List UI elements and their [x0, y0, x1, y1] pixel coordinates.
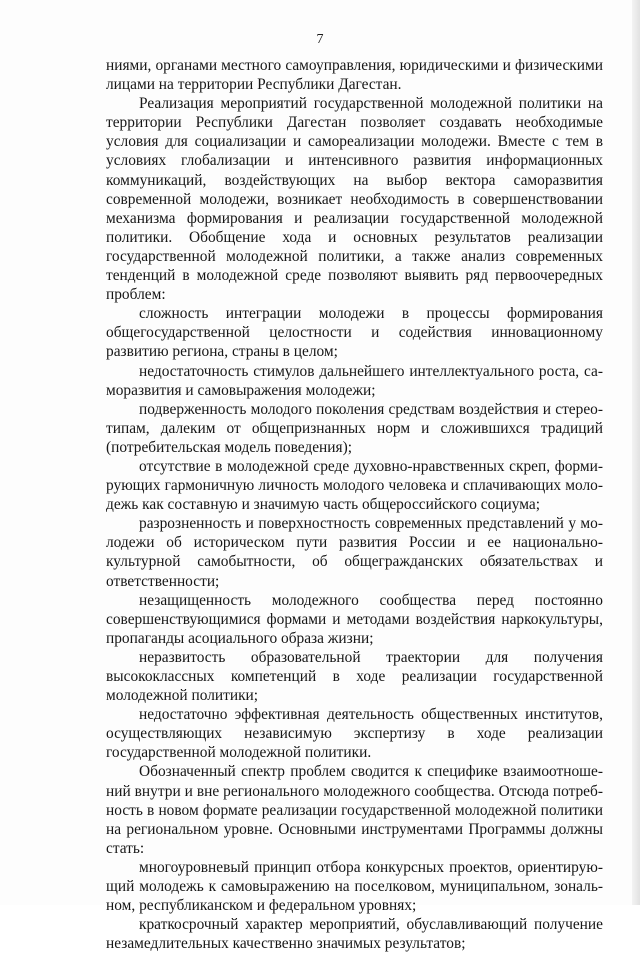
paragraph: сложность интеграции молодежи в процессы формирования общегосударственной целостности и содействия инновационному развитию региона, страны в целом; — [106, 305, 603, 361]
paragraph: незащищенность молодежного сообщества перед постоянно совершенствующимися формами и методами воздействия наркокультуры, пропаганды асоциального образа жизни; — [106, 591, 603, 647]
paragraph: многоуровневый принцип отбора конкурсных проектов, ориентирующий молодежь к самовыражению на поселковом, муниципальном, зональном, республиканском и федеральном уровнях; — [106, 858, 603, 915]
document-body — [106, 56, 603, 953]
scan-edge-shadow — [632, 0, 640, 905]
paragraph: краткосрочный характер мероприятий, обуславливающий получение незамедлительных качественно значимых результатов; — [106, 916, 603, 953]
paragraph: отсутствие в молодежной среде духовно-нравственных скреп, формирующих гармоничную личность молодого человека и сплачивающих молодежь как составную и значимую часть общероссийского социума; — [106, 457, 603, 514]
page-number: 7 — [316, 32, 324, 47]
paragraph: Реализация мероприятий государственной молодежной политики на территории Республики Дагестан позволяет создавать необходимые условия для социализации и самореализации молодежи. Вместе с тем в условиях глобализации и интенсивного развития информационных коммуникаций, воздействующих на выбор вектора саморазвития современной молодежи, возникает необходимость в совершенствовании механизма формирования и реализации государственной молодежной политики. Обобщение хода и основных результатов реализации государственной молодежной политики, а также анализ современных тенденций в молодежной среде позволяют выявить ряд первоочередных проблем: — [106, 95, 603, 304]
paragraph: разрозненность и поверхностность современных представлений у молодежи об историческом пути развития России и ее национально-культурной самобытности, об общегражданских обязательствах и ответственности; — [106, 515, 603, 590]
paragraph: Обозначенный спектр проблем сводится к специфике взаимоотношений внутри и вне регионального молодежного сообщества. Отсюда потребность в новом формате реализации государственной молодежной политики на региональном уровне. Основными инструментами Программы должны стать: — [106, 763, 603, 857]
paragraph: ниями, органами местного самоуправления, юридическими и физическими лицами на территории Республики Дагестан. — [106, 57, 603, 94]
paragraph: недостаточность стимулов дальнейшего интеллектуального роста, саморазвития и самовыражения молодежи; — [106, 362, 603, 399]
paragraph: подверженность молодого поколения средствам воздействия и стереотипам, далеким от общепризнанных норм и сложившихся традиций (потребительская модель поведения); — [106, 400, 603, 456]
paragraph: неразвитость образовательной траектории для получения высококлассных компетенций в ходе реализации государственной молодежной политики; — [106, 648, 603, 705]
paragraph: недостаточно эффективная деятельность общественных институтов, осуществляющих независимую экспертизу в ходе реализации государственной молодежной политики. — [106, 706, 603, 762]
